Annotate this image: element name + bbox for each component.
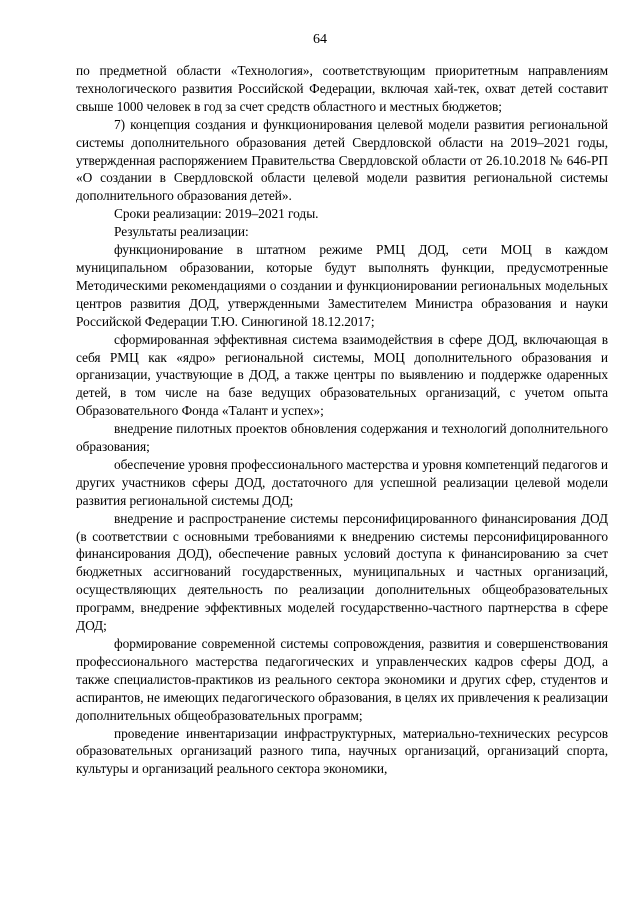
paragraph-result-competence: обеспечение уровня профессионального мастерства и уровня компетенций педагогов и других участников сферы ДОД, достаточного для успешной реализации целевой модели развития региональной системы ДОД;: [76, 456, 608, 508]
paragraph-continuation: по предметной области «Технология», соответствующим приоритетным направлениям технологического развития Российской Федерации, включая хай-тек, охват детей составит свыше 1000 человек в год за счет средств областного и местных бюджетов;: [76, 63, 608, 114]
paragraph-result-system: сформированная эффективная система взаимодействия в сфере ДОД, включающая в себя РМЦ как «ядро» региональной системы, МОЦ дополнительного образования и организации, участвующие в ДОД, а также центры по выявлению и поддержке одаренных детей, в том числе на базе ведущих образовательных организаций, с учетом опыта Образовательного Фонда «Талант и успех»;: [76, 331, 608, 419]
paragraph-result-pilot: внедрение пилотных проектов обновления содержания и технологий дополнительного образования;: [76, 421, 608, 455]
page-number: 64: [313, 32, 327, 47]
paragraph-result-support: формирование современной системы сопровождения, развития и совершенствования профессионального мастерства педагогических и управленческих кадров сферы ДОД, а также специалистов-практиков из реального сектора экономики и других сфер, студентов и аспирантов, не имеющих педагогического образования, в целях их привлечения к реализации дополнительных общеобразовательных программ;: [76, 636, 608, 723]
paragraph-results-heading: Результаты реализации:: [114, 224, 249, 240]
paragraph-result-financing: внедрение и распространение системы персонифицированного финансирования ДОД (в соответствии с основными требованиями к внедрению системы персонифицированного финансирования ДОД), обеспечение равных условий доступа к финансированию за счет бюджетных ассигнований государственных, муниципальных и частных организаций, осуществляющих деятельность по реализации дополнительных общеобразовательных программ, внедрение эффективных моделей государственно-частного партнерства в сфере ДОД;: [76, 510, 608, 634]
paragraph-item-7: 7) концепция создания и функционирования целевой модели развития региональной системы дополнительного образования детей Свердловской области на 2019–2021 годы, утвержденная распоряжением Правительства Свердловской области от 26.10.2018 № 646-РП «О создании в Свердловской области целевой модели развития региональной системы дополнительного образования детей».: [76, 116, 608, 204]
paragraph-result-rmc: функционирование в штатном режиме РМЦ ДОД, сети МОЦ в каждом муниципальном образовании, которые будут выполнять функции, предусмотренные Методическими рекомендациями о создании и функционировании региональных модельных центров развития ДОД, утвержденными Заместителем Министра образования и науки Российской Федерации Т.Ю. Синюгиной 18.12.2017;: [76, 242, 608, 329]
paragraph-result-inventory: проведение инвентаризации инфраструктурных, материально-технических ресурсов образовательных организаций разного типа, научных организаций, организаций спорта, культуры и организаций реального сектора экономики,: [76, 725, 608, 777]
document-body: [76, 62, 608, 778]
paragraph-timeline: Сроки реализации: 2019–2021 годы.: [114, 206, 319, 222]
